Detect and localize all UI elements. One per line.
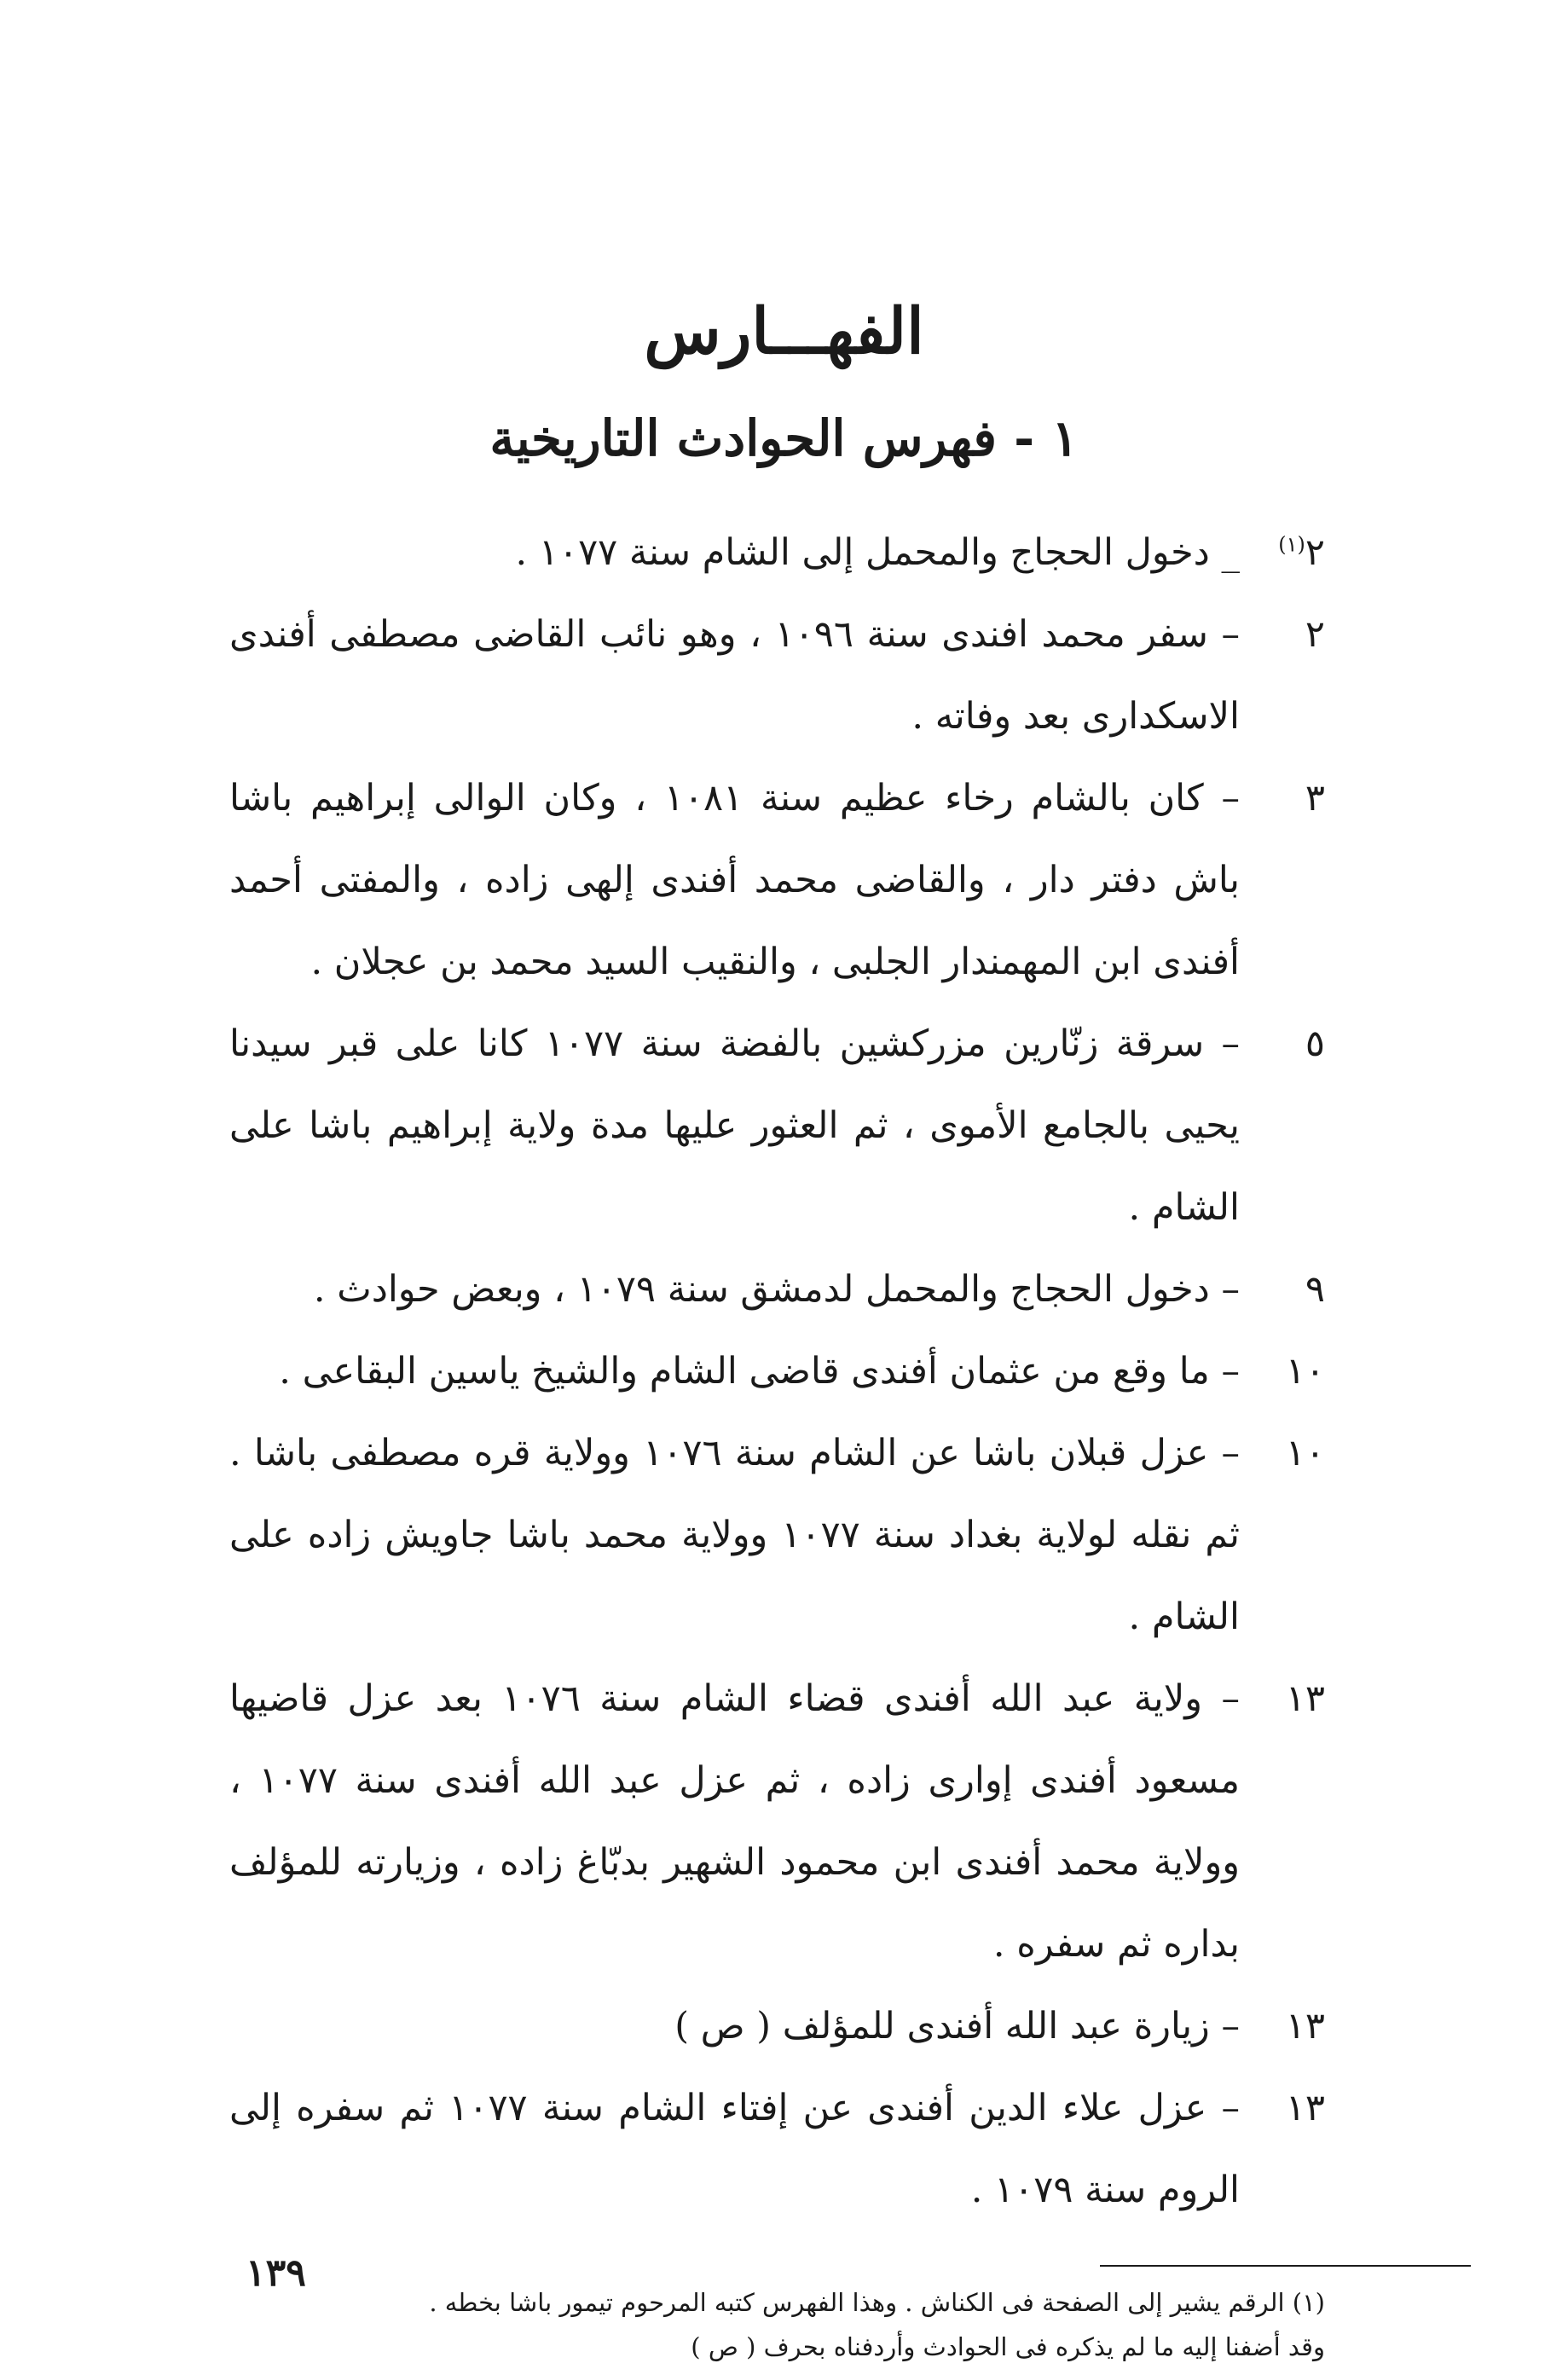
entry-page-number: ١٣ xyxy=(1285,2087,1325,2129)
entry-text: – سفر محمد افندى سنة ١٠٩٦ ، وهو نائب القاضى مصطفى أفندى الاسكدارى بعد وفاته . xyxy=(229,613,1240,738)
footnote-line: (١) الرقم يشير إلى الصفحة فى الكناش . وهذا الفهرس كتبه المرحوم تيمور باشا بخطه . xyxy=(429,2288,1325,2317)
footnotes xyxy=(217,2280,1325,2369)
entry-page-number: ١٠ xyxy=(1285,1350,1325,1393)
page-number: ١٣٩ xyxy=(246,2251,306,2295)
section-title: ١ - فهرس الحوادث التاريخية xyxy=(489,409,1079,467)
index-entry xyxy=(229,1412,1325,1658)
entry-text: – دخول الحجاج والمحمل لدمشق سنة ١٠٧٩ ، وبعض حوادث . xyxy=(313,1268,1240,1311)
index-entry xyxy=(229,1658,1325,1985)
entry-text: – زيارة عبد الله أفندى للمؤلف ( ص ) xyxy=(674,2005,1240,2048)
entry-text: – ولاية عبد الله أفندى قضاء الشام سنة ١٠٧٦ بعد عزل قاضيها مسعود أفندى إوارى زاده ، ثم عزل عبد الله أفندى سنة ١٠٧٧ ، وولاية محمد أفندى ابن محمود الشهير بدبّاغ زاده ، وزيارته للمؤلف بداره ثم سفره . xyxy=(229,1677,1241,1966)
entry-page-number: ١٠ xyxy=(1285,1432,1325,1474)
footnote-divider xyxy=(1100,2265,1471,2267)
footnote-marker: (١) xyxy=(1278,532,1305,557)
index-entries-list xyxy=(229,512,1325,2231)
index-entry xyxy=(229,1985,1325,2067)
page-title: الفهـــارس xyxy=(644,295,924,368)
entry-page-number: ٣ xyxy=(1305,777,1325,820)
entry-text: – ما وقع من عثمان أفندى قاضى الشام والشيخ ياسين البقاعى . xyxy=(279,1350,1240,1393)
entry-text: – كان بالشام رخاء عظيم سنة ١٠٨١ ، وكان الوالى إبراهيم باشا باش دفتر دار ، والقاضى محمد أفندى إلهى زاده ، والمفتى أحمد أفندى ابن المهمندار الجلبى ، والنقيب السيد محمد بن عجلان . xyxy=(229,777,1240,983)
entry-page-number: ٢ xyxy=(1305,613,1325,656)
entry-page-number: ٩ xyxy=(1305,1268,1325,1311)
entry-page-number: ٥ xyxy=(1305,1022,1325,1065)
footnote-line: وقد أضفنا إليه ما لم يذكره فى الحوادث وأردفناه بحرف ( ص ) xyxy=(691,2332,1325,2361)
index-entry xyxy=(229,1248,1325,1330)
entry-page-number: ١٣ xyxy=(1285,1677,1325,1720)
entry-text: – عزل علاء الدين أفندى عن إفتاء الشام سنة ١٠٧٧ ثم سفره إلى الروم سنة ١٠٧٩ . xyxy=(229,2087,1240,2211)
entry-page-number: ١٣ xyxy=(1285,2005,1325,2048)
index-entry xyxy=(229,757,1325,1003)
entry-text: _ دخول الحجاج والمحمل إلى الشام سنة ١٠٧٧ . xyxy=(515,531,1240,574)
entry-page-number: ٢$^{(١)}$ xyxy=(1278,531,1325,574)
index-entry xyxy=(229,512,1325,594)
entry-text: – عزل قبلان باشا عن الشام سنة ١٠٧٦ وولاية قره مصطفى باشا . ثم نقله لولاية بغداد سنة ١٠٧٧ وولاية محمد باشا جاويش زاده على الشام . xyxy=(229,1432,1240,1638)
index-entry xyxy=(229,1003,1325,1248)
index-entry xyxy=(229,594,1325,757)
entry-text: – سرقة زنّارين مزركشين بالفضة سنة ١٠٧٧ كانا على قبر سيدنا يحيى بالجامع الأموى ، ثم العثور عليها مدة ولاية إبراهيم باشا على الشام . xyxy=(229,1022,1241,1229)
index-entry xyxy=(229,2067,1325,2231)
index-entry xyxy=(229,1330,1325,1412)
